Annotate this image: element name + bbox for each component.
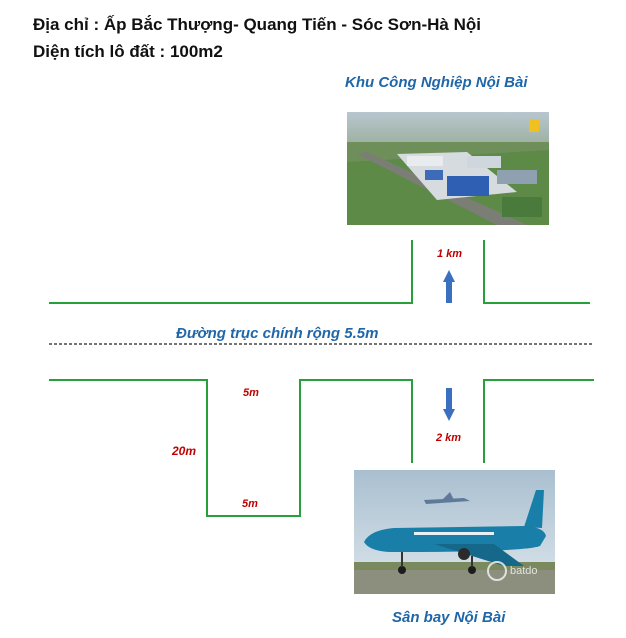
industrial-park-title: Khu Công Nghiệp Nội Bài: [345, 74, 528, 91]
airport-title: Sân bay Nội Bài: [392, 609, 506, 626]
address-text: Địa chỉ : Ấp Bắc Thượng- Quang Tiến - Sóc Sơn-Hà Nội: [33, 15, 481, 34]
arrow-down-icon: [443, 388, 455, 421]
industrial-park-distance: 1 km: [437, 248, 463, 260]
airport-photo: [354, 470, 555, 594]
road-label: Đường trục chính rộng 5.5m: [176, 325, 379, 342]
watermark-text: batdo: [510, 565, 538, 577]
road-lower-edge-right: [484, 380, 594, 463]
plot-width-top: 5m: [243, 387, 259, 399]
plot-width-bottom: 5m: [242, 498, 258, 510]
airport-distance: 2 km: [436, 432, 462, 444]
arrow-up-icon: [443, 270, 455, 303]
plot-length: 20m: [172, 444, 197, 458]
road-upper-edge-right: [484, 240, 590, 303]
land-area-text: Diện tích lô đất : 100m2: [33, 42, 223, 61]
road-upper-edge-left: [49, 240, 412, 303]
